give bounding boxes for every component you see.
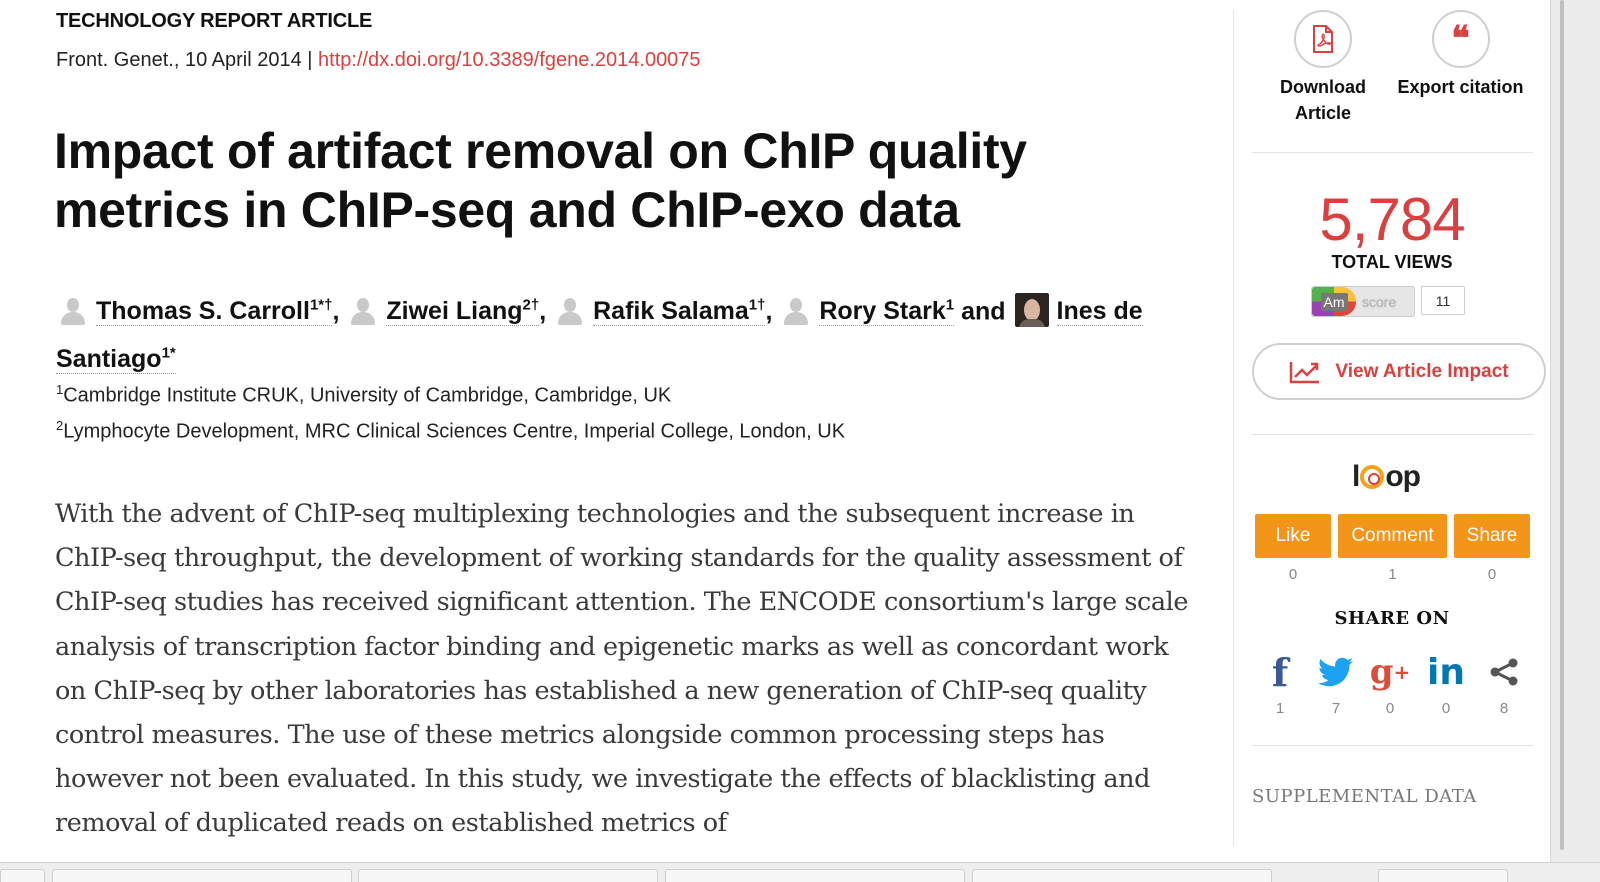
facebook-share[interactable] [1258, 649, 1302, 717]
twitter-share[interactable] [1314, 652, 1358, 717]
like-count: 0 [1288, 566, 1298, 583]
loop-logo: l op [1352, 460, 1420, 493]
article-title: Impact of artifact removal on ChIP quality metrics in ChIP-seq and ChIP-exo data [54, 123, 1027, 238]
more-share-count: 8 [1499, 700, 1509, 717]
bottom-tab[interactable] [1378, 869, 1508, 882]
author-photo [1015, 293, 1049, 327]
author-link[interactable]: Ines de Santiago$^{1*}$ [56, 297, 1143, 373]
affiliation: $^1$Cambridge Institute CRUK, University of Cambridge, Cambridge, UK [56, 382, 672, 407]
linkedin-share[interactable] [1424, 652, 1468, 717]
comment-count: 1 [1388, 566, 1397, 583]
loop-ring-icon [1360, 465, 1384, 489]
author-avatar-icon [348, 295, 378, 325]
share-on-heading: SHARE ON [1334, 608, 1450, 629]
twitter-count: 7 [1331, 700, 1341, 717]
author-link[interactable]: Ziwei Liang$^{2\dagger}$ [386, 297, 540, 326]
author-link[interactable]: Rory Stark$^1$ [819, 297, 955, 326]
impact-label: View Article Impact [1335, 360, 1509, 382]
sidebar-divider-line [1252, 434, 1533, 435]
loop-share-button[interactable]: Share [1454, 514, 1530, 558]
bottom-tab[interactable] [665, 869, 965, 882]
total-views-label: TOTAL VIEWS [1331, 252, 1453, 272]
pdf-icon [1294, 10, 1352, 68]
facebook-icon: f [1271, 649, 1289, 695]
journal-date: Front. Genet., 10 April 2014 | [56, 49, 319, 71]
altmetric-logo-icon: Am [1312, 287, 1356, 316]
altmetric-badge[interactable] [1311, 286, 1473, 317]
twitter-icon [1314, 652, 1358, 692]
export-label: Export citation [1397, 77, 1524, 97]
sidebar-divider-line [1252, 152, 1533, 153]
linkedin-count: 0 [1441, 700, 1451, 717]
googleplus-share[interactable] [1368, 652, 1412, 717]
altmetric-score-word: score [1362, 293, 1397, 310]
download-label: Download Article [1280, 77, 1366, 123]
googleplus-count: 0 [1385, 700, 1395, 717]
total-views-count: 5,784 [1319, 186, 1465, 253]
bottom-tab[interactable] [52, 869, 352, 882]
share-icon [1482, 652, 1526, 692]
supplemental-data-heading[interactable]: SUPPLEMENTAL DATA [1252, 786, 1477, 807]
author-list: Thomas S. Carroll$^{1*\dagger}$, Ziwei Liang$^{2\dagger}$, Rafik Salama$^{1\dagger}$, Rory Stark$^1$ and Ines de Santiago$^{1*}$ [56, 285, 1206, 380]
loop-comment-button[interactable]: Comment [1338, 514, 1447, 558]
bottom-tab-bar [0, 862, 1600, 882]
author-link[interactable]: Thomas S. Carroll$^{1*\dagger}$ [96, 297, 333, 326]
export-citation-button[interactable] [1388, 10, 1533, 100]
more-share[interactable] [1482, 652, 1526, 717]
altmetric-score-value: 11 [1421, 286, 1465, 315]
scrollbar-thumb[interactable] [1560, 0, 1564, 850]
loop-like-button[interactable]: Like [1255, 514, 1331, 558]
linkedin-icon: in [1427, 651, 1465, 693]
facebook-count: 1 [1275, 700, 1285, 717]
citation-line [56, 49, 701, 72]
view-article-impact-button[interactable] [1252, 343, 1546, 400]
trend-chart-icon [1289, 360, 1321, 384]
vertical-scrollbar[interactable] [1550, 0, 1600, 882]
googleplus-icon: g + [1369, 652, 1411, 692]
share-count: 0 [1487, 566, 1497, 583]
author-link[interactable]: Rafik Salama$^{1\dagger}$ [593, 297, 766, 326]
author-avatar-icon [58, 295, 88, 325]
article-type-label: TECHNOLOGY REPORT ARTICLE [56, 10, 373, 32]
sidebar-divider [1233, 10, 1234, 846]
author-avatar-icon [555, 295, 585, 325]
bottom-tab[interactable] [358, 869, 658, 882]
bottom-tab[interactable] [0, 869, 45, 882]
affiliation: $^2$Lymphocyte Development, MRC Clinical Sciences Centre, Imperial College, London, UK [56, 418, 846, 443]
doi-link[interactable]: http://dx.doi.org/10.3389/fgene.2014.00075 [318, 49, 701, 71]
sidebar-divider-line [1252, 745, 1533, 746]
abstract-text: With the advent of ChIP-seq multiplexing technologies and the subsequent increase in ChIP-seq throughput, the development of working standards for the quality assessment of ChIP-seq studies has received significant attention. The ENCODE consortium's large scale analysis of transcription factor binding and epigenetic marks as well as concordant work on ChIP-seq by other laboratories has established a new generation of ChIP-seq quality control measures. The use of these metrics alongside common processing steps has however not been evaluated. In this study, we investigate the effects of blacklisting and removal of duplicated reads on established metrics of [55, 499, 1188, 839]
author-avatar-icon [781, 295, 811, 325]
bottom-tab[interactable] [972, 869, 1272, 882]
download-article-button[interactable] [1268, 10, 1378, 126]
quote-icon: ❝ [1432, 10, 1490, 68]
